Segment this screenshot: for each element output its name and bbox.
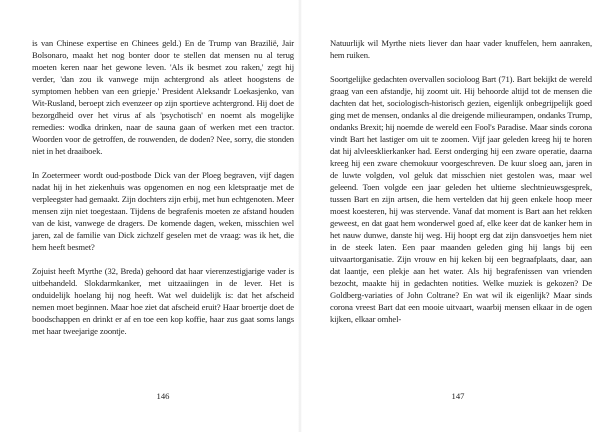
- paragraph: In Zoetermeer wordt oud-postbode Dick van der Ploeg begraven, vijf dagen nadat hij in het ziekenhuis was opgenomen en nog een kletspraatje met de verpleegster had gemaakt. Zijn dochters zijn erbij, met hun echtgenoten. Meer mensen zijn niet toegestaan. Tijdens de begrafenis moeten ze afstand houden van de kist, vanwege de dragers. De komende dagen, weken, misschien wel jaren, zal de familie van Dick zichzelf geselen met de vraag: was ik het, die hem heeft besmet?: [32, 170, 294, 252]
- right-page-text: [330, 37, 592, 325]
- paragraph: Natuurlijk wil Myrthe niets liever dan haar vader knuffelen, hem aanraken, hem ruiken.: [330, 38, 592, 60]
- page-number-left: 146: [156, 391, 170, 401]
- paragraph: Soortgelijke gedachten overvallen socioloog Bart (71). Bart bekijkt de wereld graag van een afstandje, hij zoomt uit. Hij behoorde altijd tot de mensen die dachten dat het, sociologisch-historisch gezien, eigenlijk onbegrijpelijk goed ging met de mensen, ondanks al die dreigende milieurampen, ondanks Trump, ondanks Brexit; hij noemde de wereld een Fool's Paradise. Maar sinds corona vindt Bart het lastiger om uit te zoomen. Vijf jaar geleden kreeg hij te horen dat hij alvleesklierkanker had. Eerst onderging hij een zware operatie, daarna kreeg hij een zware chemokuur voorgeschreven. De kuur sloeg aan, jaren in de luwte volgden, vol geluk dat misschien niet gestolen was, maar wel geleend. Toen volgde een jaar geleden het ultieme slechtnieuwsgesprek, tussen Bart en zijn artsen, die hem vertelden dat hij geen enkele hoop meer moest koesteren, hij was stervende. Vanaf dat moment is Bart aan het rekken geweest, en dat gaat hem wonderwel goed af, elke keer dat de kanker hem in het nauw dunwe, danste hij weg. Hij hoopt erg dat zijn dansvoetjes hem niet in de steek laten. Een paar maanden geleden ging hij langs bij een uitvaartorganisatie. Zijn vrouw en hij keken bij een begraafplaats, daar, aan dat laantje, een plekje aan het water. Als hij begrafenissen van vrienden bezocht, maakte hij in gedachten notities. Welke muziek is gekozen? De Goldberg-variaties of John Coltrane? En wat wil ik eigenlijk? Maar sinds corona vreest Bart dat een mooie uitvaart, waarbij mensen elkaar in de ogen kijken, elkaar omhel-: [330, 74, 592, 324]
- paragraph: is van Chinese expertise en Chinees geld.) En de Trump van Brazilië, Jair Bolsonaro, maakt het nog bonter door te stellen dat mensen nu al terug moeten keren naar het gewone leven. 'Als ik besmet zou raken,' zegt hij verder, 'dan zou ik vanwege mijn achtergrond als atleet hoogstens de symptomen hebben van een griepje.' President Aleksandr Loekasjenko, van Wit-Rusland, beroept zich evenzeer op zijn sportieve achtergrond. Hij doet de bezorgdheid over het virus af als 'psychotisch' en noemt als mogelijke remedies: wodka drinken, naar de sauna gaan of werken met een tractor. Woorden voor de getroffen, de rouwenden, de doden? Nee, sorry, die stonden niet in het draaiboek.: [32, 38, 294, 156]
- left-page-text: [32, 37, 294, 337]
- right-page: [300, 0, 600, 432]
- page-number-right: 147: [451, 391, 465, 401]
- paragraph: Zojuist heeft Myrthe (32, Breda) gehoord dat haar vierenzestigjarige vader is uitbehandeld. Slokdarmkanker, met uitzaaiingen in de lever. Het is onduidelijk hoelang hij nog heeft. Wat wel duidelijk is: dat het afscheid nemen moet beginnen. Maar hoe ziet dat afscheid eruit? Haar broertje doet de boodschappen en drinkt er af en toe een kop koffie, haar zus gaat soms langs met haar tweejarige zoontje.: [32, 266, 294, 336]
